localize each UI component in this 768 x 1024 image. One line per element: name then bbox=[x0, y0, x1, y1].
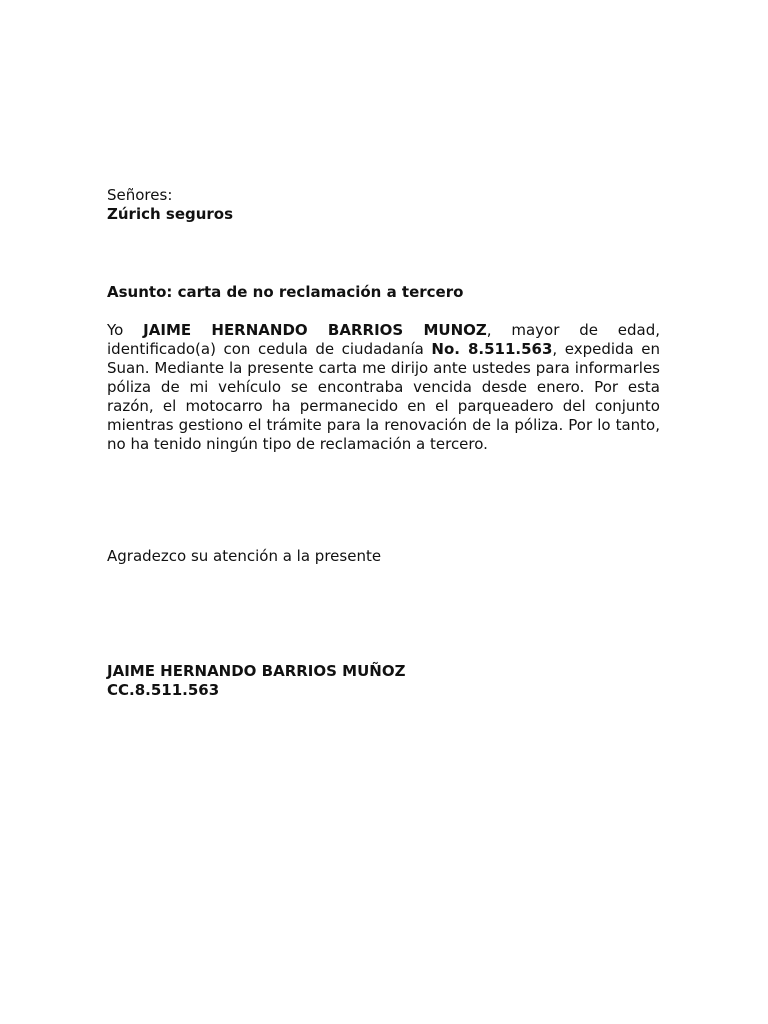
body-paragraph bbox=[107, 321, 660, 454]
signature-name: JAIME HERNANDO BARRIOS MUÑOZ bbox=[107, 662, 406, 680]
salutation-block bbox=[107, 186, 660, 224]
subject-line: Asunto: carta de no reclamación a tercero bbox=[107, 283, 464, 301]
signature-block bbox=[107, 662, 660, 700]
body-name: JAIME HERNANDO BARRIOS MUNOZ bbox=[143, 321, 487, 339]
body-intro: Yo bbox=[107, 321, 144, 339]
salutation-greeting: Señores: bbox=[107, 186, 173, 204]
recipient-name: Zúrich seguros bbox=[107, 205, 234, 223]
signature-id: CC.8.511.563 bbox=[107, 681, 220, 699]
body-id-number: No. 8.511.563 bbox=[431, 340, 553, 358]
closing-line: Agradezco su atención a la presente bbox=[107, 547, 382, 565]
body-part2: , mayor de edad, identificado(a) con cedula de ciudadanía bbox=[107, 321, 660, 358]
body-part3: , expedida en Suan. Mediante la presente carta me dirijo ante ustedes para informarles póliza de mi vehículo se encontraba vencida desde enero. Por esta razón, el motocarro ha permanecido en el parqueadero del conjunto mientras gestiono el trámite para la renovación de la póliza. Por lo tanto, no ha tenido ningún tipo de reclamación a tercero. bbox=[107, 340, 660, 453]
